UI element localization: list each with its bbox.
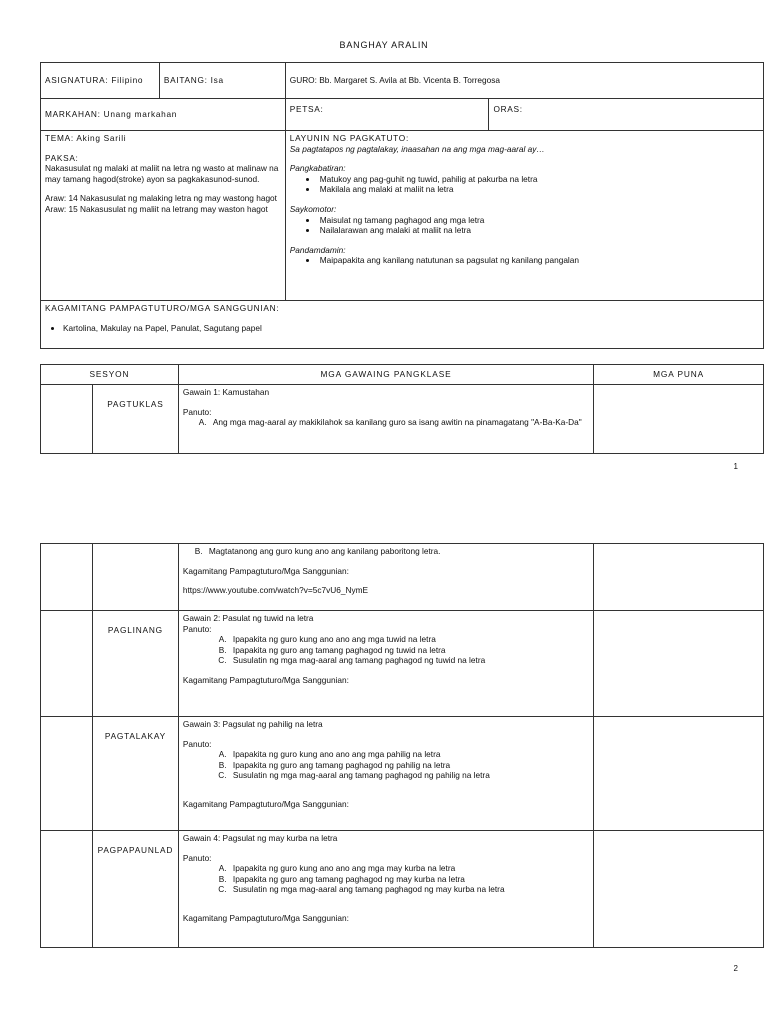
document-title: BANGHAY ARALIN [339, 40, 429, 50]
header-mga-gawain: MGA GAWAING PANGKLASE [178, 365, 593, 385]
list-item: A. Ipapakita ng guro kung ano ano ang mga pahilig na letra [229, 749, 589, 760]
kagamitan-label: Kagamitang Pampagtuturo/Mga Sanggunian: [182, 913, 349, 924]
tema: TEMA: Aking Sarili [45, 133, 127, 143]
asignatura-cell: ASIGNATURA: Filipino [41, 63, 160, 99]
header-sesyon: SESYON [41, 365, 179, 385]
pandamdamin-list [290, 255, 759, 266]
kagamitan-label: KAGAMITANG PAMPAGTUTURO/MGA SANGGUNIAN: [45, 303, 280, 313]
list-item: B. Ipapakita ng guro ang tamang paghagod ng pahilig na letra [229, 760, 589, 771]
panuto-label: Panuto: [182, 738, 212, 749]
panuto-list [183, 863, 589, 895]
kagamitan-label: Kagamitang Pampagtuturo/Mga Sanggunian: [182, 799, 349, 810]
list-item: B. Ipapakita ng guro ang tamang paghagod ng tuwid na letra [229, 645, 589, 656]
petsa-cell: PETSA: [285, 99, 489, 131]
list-item: • Matukoy ang pag-guhit ng tuwid, pahilig at pakurba na letra [318, 174, 759, 185]
markahan-cell: MARKAHAN: Unang markahan [41, 99, 286, 131]
header-mga-puna: MGA PUNA [594, 365, 764, 385]
pandamdamin-label: Pandamdamin: [289, 244, 346, 255]
layunin-label: LAYUNIN NG PAGKATUTO: [289, 133, 409, 143]
panuto-label: Panuto: [182, 406, 212, 417]
empty-cell [41, 385, 93, 454]
section-paglinang: PAGLINANG [92, 611, 178, 717]
panuto-label: Panuto: [182, 623, 212, 634]
list-item: • Maipapakita ang kanilang natutunan sa pagsulat ng kanilang pangalan [318, 255, 759, 266]
oras-cell: ORAS: [489, 99, 764, 131]
list-item: C. Susulatin ng mga mag-aaral ang tamang paghagod ng may kurba na letra [229, 884, 589, 895]
page-number-2: 2 [733, 964, 738, 973]
list-item: A. Ipapakita ng guro kung ano ano ang mga may kurba na letra [229, 863, 589, 874]
puna-cell [594, 717, 764, 831]
pangkabatiran-list [290, 174, 759, 195]
panuto-list-continued [183, 546, 589, 557]
tema-paksa-cell [41, 131, 286, 301]
section-pagtuklas: PAGTUKLAS [92, 385, 178, 454]
gawain-title: Gawain 3: Pagsulat ng pahilig na letra [182, 719, 323, 729]
list-item: A. Ang mga mag-aaral ay makikilahok sa kanilang guro sa isang awitin na pinamagatang "A-Ba-Ka-Da" [209, 417, 589, 428]
section-pagpapaunlad: PAGPAPAUNLAD [92, 831, 178, 948]
list-item: • Makilala ang malaki at maliit na letra [318, 184, 759, 195]
pangkabatiran-label: Pangkabatiran: [289, 163, 346, 174]
empty-cell [41, 831, 93, 948]
gawain-title: Gawain 4: Pagsulat ng may kurba na letra [182, 833, 338, 843]
panuto-list [183, 417, 589, 428]
empty-cell [92, 544, 178, 611]
sesyon-table-page-2 [40, 543, 764, 948]
list-item: A. Ipapakita ng guro kung ano ano ang mga tuwid na letra [229, 634, 589, 645]
kagamitan-list [45, 323, 759, 334]
sesyon-table-page-1 [40, 364, 764, 454]
pagtuklas-continued [178, 544, 593, 611]
puna-cell [594, 544, 764, 611]
puna-cell [594, 831, 764, 948]
baitang-cell: BAITANG: Isa [159, 63, 285, 99]
kagamitan-cell [41, 301, 764, 349]
araw-14: Araw: 14 Nakasusulat ng malaking letra ng may wastong hagot [45, 193, 277, 204]
kagamitan-label: Kagamitang Pampagtuturo/Mga Sanggunian: [182, 565, 349, 576]
list-item: • Maisulat ng tamang paghagod ang mga letra [318, 215, 759, 226]
empty-cell [41, 717, 93, 831]
empty-cell [41, 544, 93, 611]
layunin-cell [285, 131, 763, 301]
list-item: B. Ipapakita ng guro ang tamang paghagod ng may kurba na letra [229, 874, 589, 885]
paksa-text: Nakasusulat ng malaki at maliit na letra ng wasto at malinaw na may tamang hagod(stroke) ayon sa pagkakasunod-sunod. [45, 163, 279, 184]
gawain-title: Gawain 2: Pasulat ng tuwid na letra [182, 613, 314, 623]
paglinang-activities [178, 611, 593, 717]
pagpapaunlad-activities [178, 831, 593, 948]
kagamitan-label: Kagamitang Pampagtuturo/Mga Sanggunian: [182, 675, 349, 686]
list-item: C. Susulatin ng mga mag-aaral ang tamang paghagod ng tuwid na letra [229, 655, 589, 666]
puna-cell [594, 385, 764, 454]
panuto-list [183, 634, 589, 666]
puna-cell [594, 611, 764, 717]
pagtalakay-activities [178, 717, 593, 831]
list-item: • Nailalarawan ang malaki at maliit na letra [318, 225, 759, 236]
layunin-intro: Sa pagtatapos ng pagtalakay, inaasahan na ang mga mag-aaral ay… [289, 143, 545, 154]
list-item: B. Magtatanong ang guro kung ano ang kanilang paboritong letra. [205, 546, 589, 557]
gawain-title: Gawain 1: Kamustahan [182, 387, 270, 397]
list-item: • Kartolina, Makulay na Papel, Panulat, Sagutang papel [63, 323, 759, 334]
saykomotor-list [290, 215, 759, 236]
pagtuklas-activities [178, 385, 593, 454]
lesson-info-table [40, 62, 764, 349]
section-pagtalakay: PAGTALAKAY [92, 717, 178, 831]
empty-cell [41, 611, 93, 717]
page-number-1: 1 [733, 462, 738, 471]
araw-15: Araw: 15 Nakasusulat ng maliit na letrang may waston hagot [45, 204, 268, 215]
saykomotor-label: Saykomotor: [289, 204, 337, 215]
list-item: C. Susulatin ng mga mag-aaral ang tamang paghagod ng pahilig na letra [229, 770, 589, 781]
panuto-label: Panuto: [182, 852, 212, 863]
panuto-list [183, 749, 589, 781]
paksa-label: PAKSA: [45, 152, 79, 163]
video-link[interactable]: https://www.youtube.com/watch?v=5c7vU6_NymE [182, 585, 369, 596]
guro-cell: GURO: Bb. Margaret S. Avila at Bb. Vicenta B. Torregosa [285, 63, 763, 99]
